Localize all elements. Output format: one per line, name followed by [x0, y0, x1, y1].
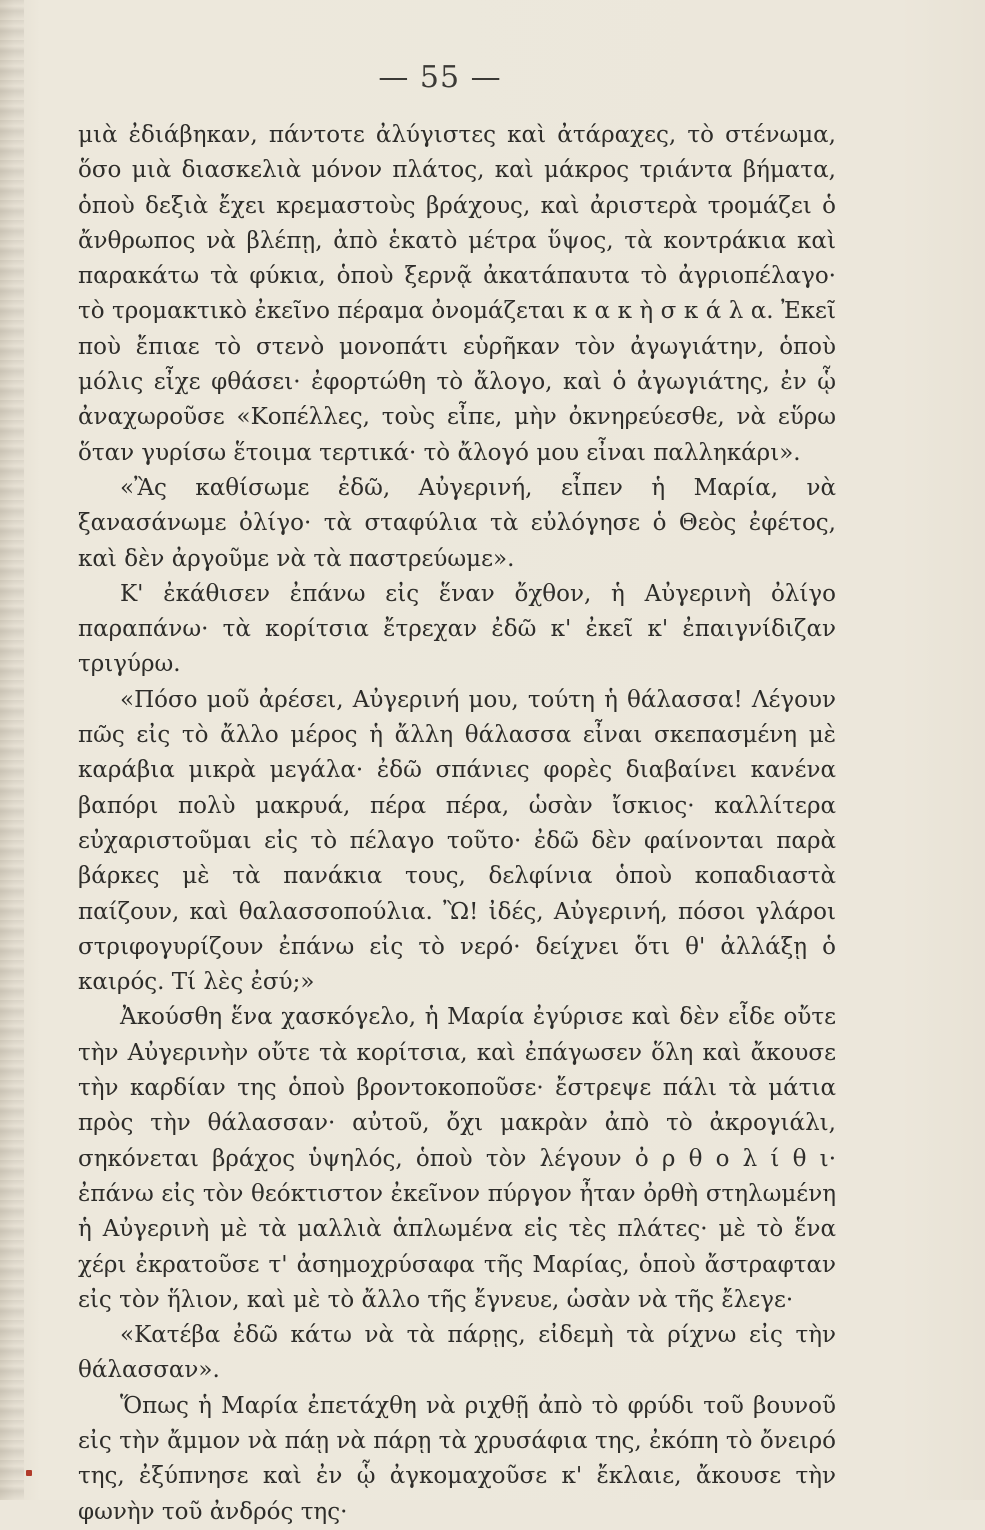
paragraph: Κ' ἐκάθισεν ἐπάνω εἰς ἕναν ὄχθον, ἡ Αὐγερινὴ ὀλίγο παραπάνω· τὰ κορίτσια ἔτρεχαν ἐδῶ κ' ἐκεῖ κ' ἐπαιγνίδιζαν τριγύρω. — [78, 580, 836, 678]
paragraph: Ἀκούσθη ἕνα χασκόγελο, ἡ Μαρία ἐγύρισε καὶ δὲν εἶδε οὔτε τὴν Αὐγερινὴν οὔτε τὰ κορίτσια, καὶ ἐπάγωσεν ὅλη καὶ ἄκουσε τὴν καρδίαν της ὁποὺ βροντοκοποῦσε· ἔστρεψε πάλι τὰ μάτια πρὸς τὴν θάλασσαν· αὐτοῦ, ὄχι μακρὰν ἀπὸ τὸ ἀκρογιάλι, σηκόνεται βράχος ὑψηλός, ὁποὺ τὸν λέγουν ὀ ρ θ ο λ ί θ ι· ἐπάνω εἰς τὸν θεόκτιστον ἐκεῖνον πύργον ἦταν ὀρθὴ στηλωμένη ἡ Αὐγερινὴ μὲ τὰ μαλλιὰ ἁπλωμένα εἰς τὲς πλάτες· μὲ τὸ ἕνα χέρι ἐκρατοῦσε τ' ἀσημοχρύσαφα τῆς Μαρίας, ὁποὺ ἄστραφταν εἰς τὸν ἥλιον, καὶ μὲ τὸ ἄλλο τῆς ἔγνευε, ὡσὰν νὰ τῆς ἔλεγε· — [78, 1004, 836, 1313]
paragraph: Ὅπως ἡ Μαρία ἐπετάχθη νὰ ριχθῇ ἀπὸ τὸ φρύδι τοῦ βουνοῦ εἰς τὴν ἄμμον νὰ πάῃ νὰ πάρῃ τὰ χρυσάφια της, ἐκόπη τὸ ὄνειρό της, ἐξύπνησε καὶ ἐν ᾧ ἀγκομαχοῦσε κ' ἔκλαιε, ἄκουσε τὴν φωνὴν τοῦ ἀνδρός της· — [78, 1392, 836, 1525]
paragraph: «Ἂς καθίσωμε ἐδῶ, Αὐγερινή, εἶπεν ἡ Μαρία, νὰ ξανασάνωμε ὀλίγο· τὰ σταφύλια τὰ εὐλόγησε ὁ Θεὸς ἐφέτος, καὶ δὲν ἀργοῦμε νὰ τὰ παστρεύωμε». — [78, 474, 836, 572]
ink-mark — [26, 1470, 32, 1476]
body-text — [78, 118, 836, 1530]
page-number: — 55 — — [378, 60, 502, 95]
binding-edge — [0, 0, 24, 1500]
paragraph: μιὰ ἐδιάβηκαν, πάντοτε ἀλύγιστες καὶ ἀτάραχες, τὸ στένωμα, ὅσο μιὰ διασκελιὰ μόνον πλάτος, καὶ μάκρος τριάντα βήματα, ὁποὺ δεξιὰ ἔχει κρεμαστοὺς βράχους, καὶ ἀριστερὰ τρομάζει ὁ ἄνθρωπος νὰ βλέπῃ, ἀπὸ ἑκατὸ μέτρα ὕψος, τὰ κοντράκια καὶ παρακάτω τὰ φύκια, ὁποὺ ξερνᾷ ἀκατάπαυτα τὸ ἀγριοπέλαγο· τὸ τρομακτικὸ ἐκεῖνο πέραμα ὀνομάζεται κ α κ ὴ σ κ ά λ α. Ἐκεῖ ποὺ ἔπιαε τὸ στενὸ μονοπάτι εὑρῆκαν τὸν ἀγωγιάτην, ὁποὺ μόλις εἶχε φθάσει· ἐφορτώθη τὸ ἄλογο, καὶ ὁ ἀγωγιάτης, ἐν ᾧ ἀναχωροῦσε «Κοπέλλες, τοὺς εἶπε, μὴν ὀκνηρεύεσθε, νὰ εὕρω ὅταν γυρίσω ἕτοιμα τερτικά· τὸ ἄλογό μου εἶναι παλληκάρι». — [78, 122, 836, 466]
paragraph: «Κατέβα ἐδῶ κάτω νὰ τὰ πάρῃς, εἰδεμὴ τὰ ρίχνω εἰς τὴν θάλασσαν». — [78, 1322, 836, 1384]
paragraph: «Πόσο μοῦ ἀρέσει, Αὐγερινή μου, τούτη ἡ θάλασσα! Λέγουν πῶς εἰς τὸ ἄλλο μέρος ἡ ἄλλη θάλασσα εἶναι σκεπασμένη μὲ καράβια μικρὰ μεγάλα· ἐδῶ σπάνιες φορὲς διαβαίνει κανένα βαπόρι πολὺ μακρυά, πέρα πέρα, ὡσὰν ἴσκιος· καλλίτερα εὐχαριστοῦμαι εἰς τὸ πέλαγο τοῦτο· ἐδῶ δὲν φαίνονται παρὰ βάρκες μὲ τὰ πανάκια τους, δελφίνια ὁποὺ κοπαδιαστὰ παίζουν, καὶ θαλασσοπούλια. Ὢ! ἰδές, Αὐγερινή, πόσοι γλάροι στριφογυρίζουν ἐπάνω εἰς τὸ νερό· δείχνει ὅτι θ' ἀλλάξῃ ὁ καιρός. Τί λὲς ἐσύ;» — [78, 686, 836, 996]
